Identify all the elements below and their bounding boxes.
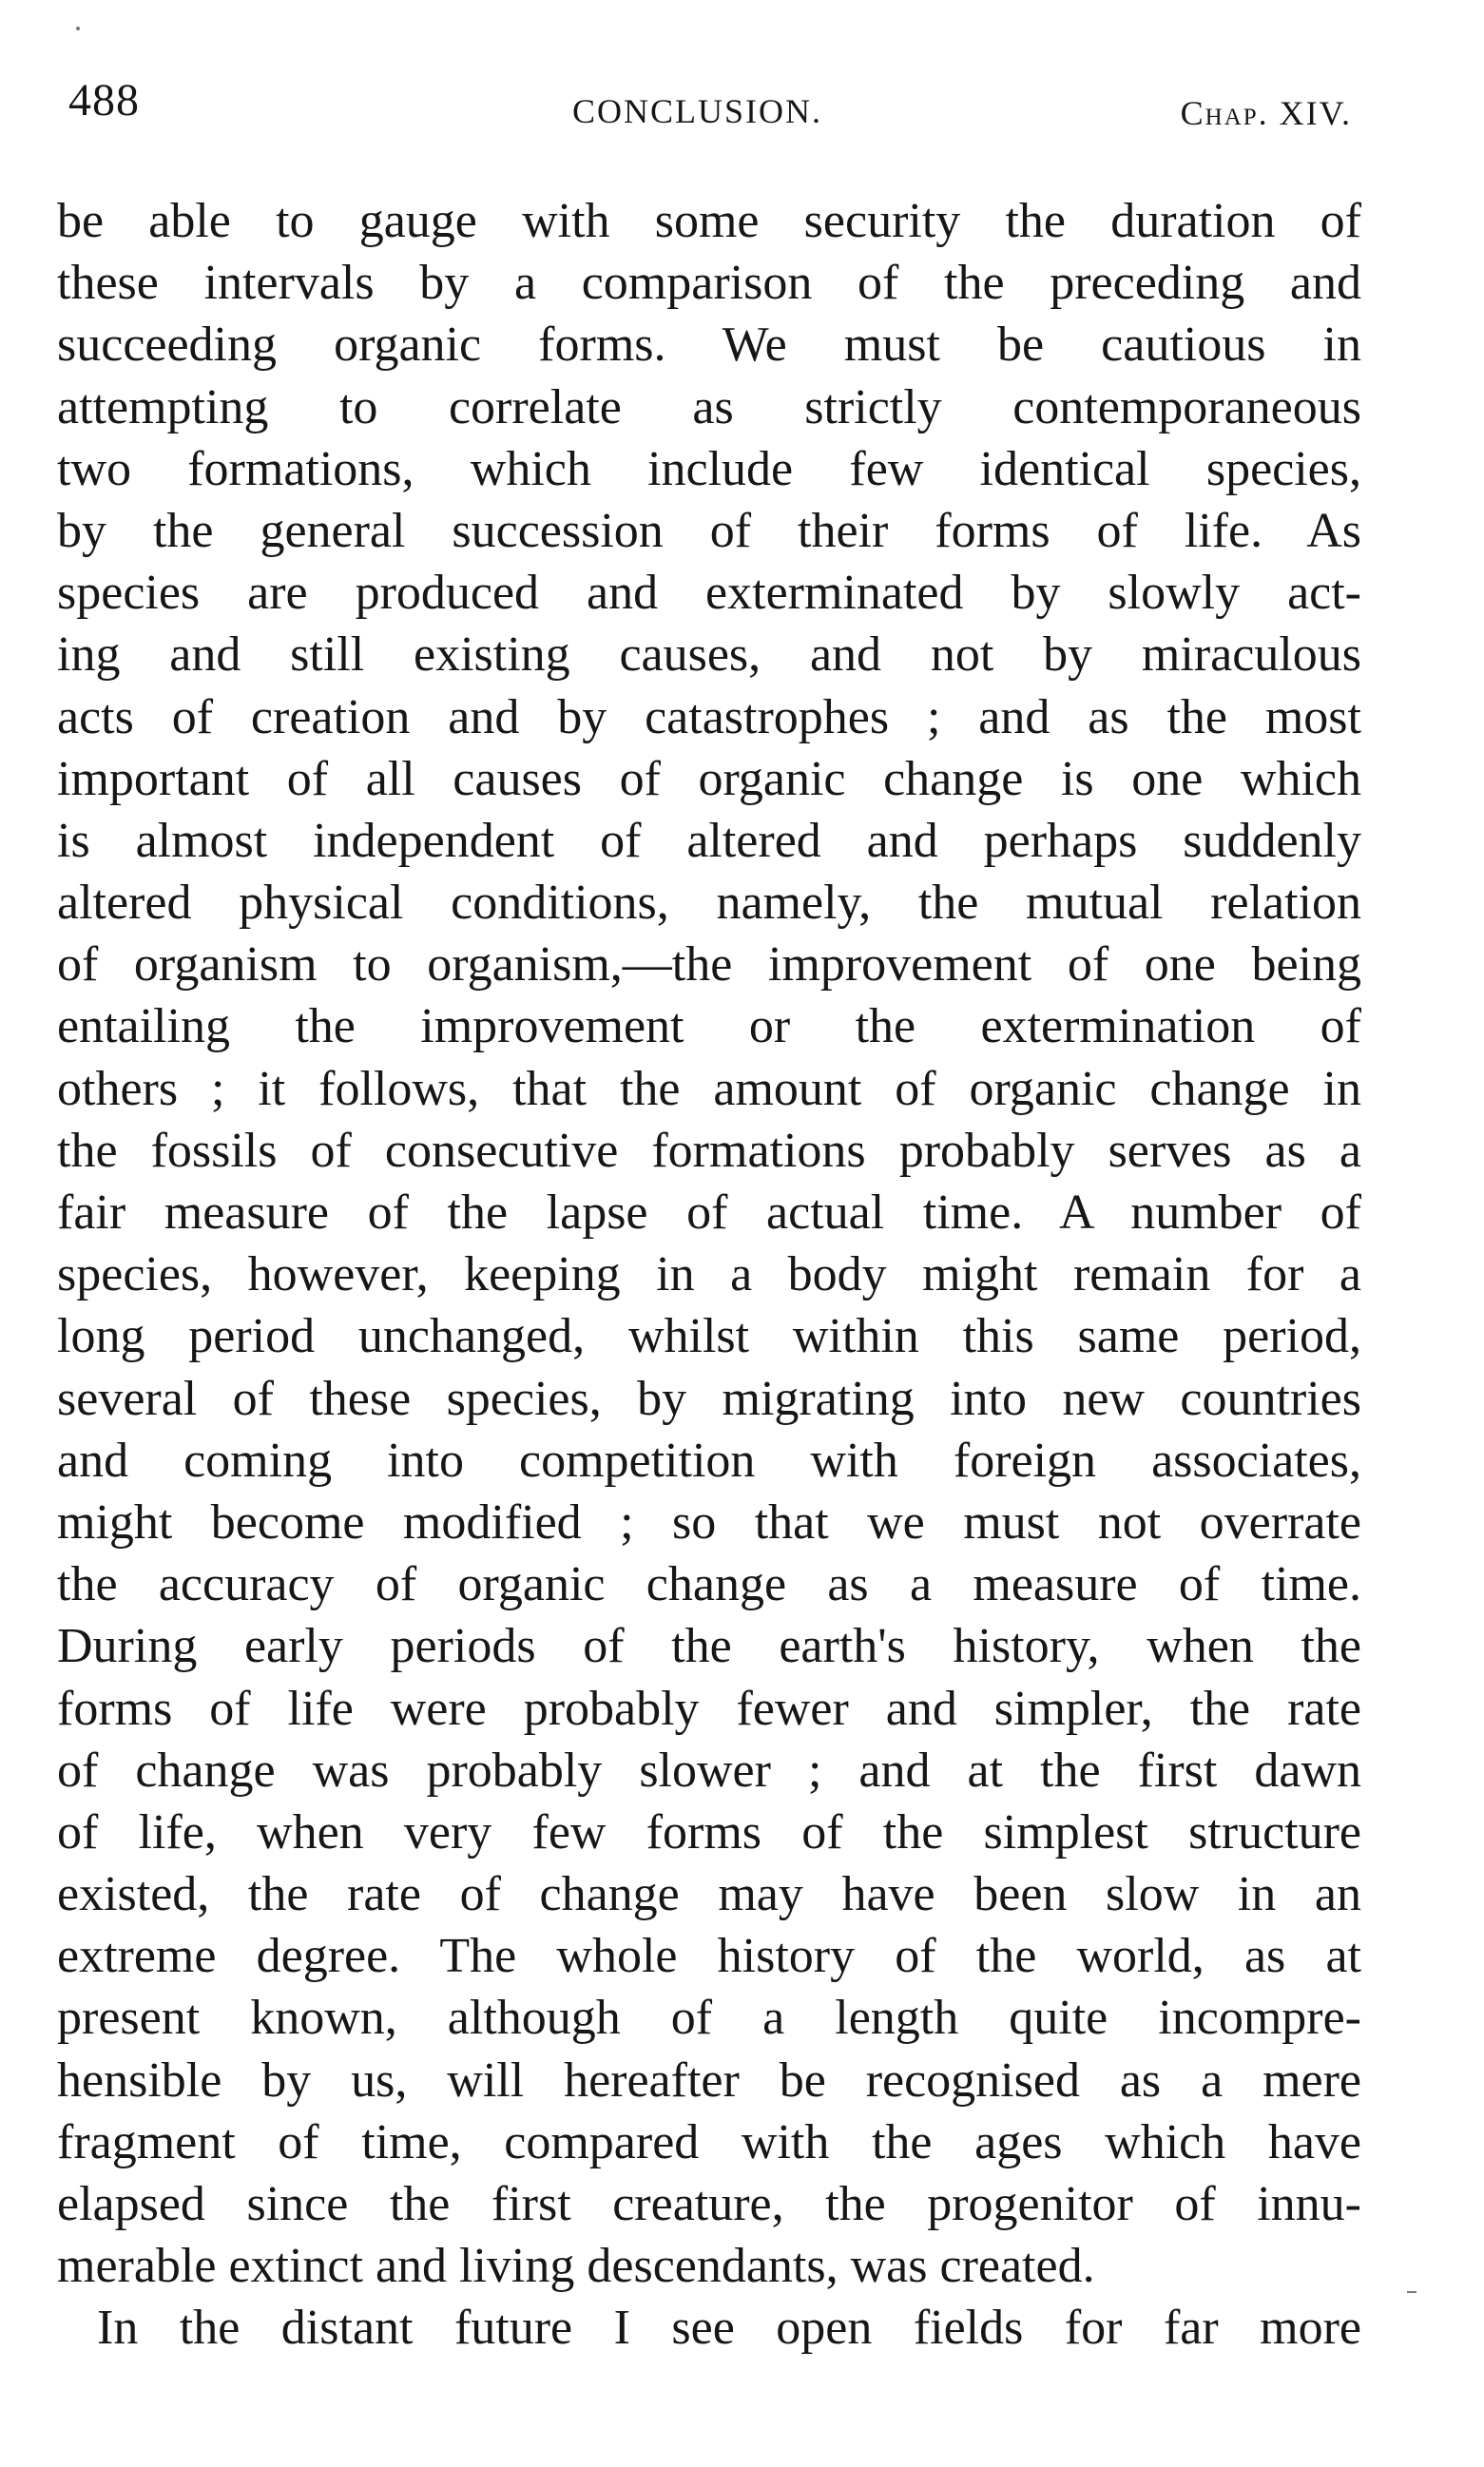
text-line: attempting to correlate as strictly contemporaneous [57,379,1361,434]
text-line: several of these species, by migrating into new countries [57,1371,1361,1426]
text-line: present known, although of a length quite incompre- [57,1991,1361,2046]
text-line: the accuracy of organic change as a measure of time. [57,1557,1361,1612]
paragraph-start-line: In the distant future I see open fields for far more [97,2301,1361,2356]
text-line: merable extinct and living descendants, was created. [57,2239,1095,2294]
text-line: altered physical conditions, namely, the mutual relation [57,876,1361,931]
text-line: entailing the improvement or the extermination of [57,999,1361,1054]
text-line: species are produced and exterminated by slowly act- [57,566,1361,621]
text-line: ing and still existing causes, and not by miraculous [57,627,1361,683]
text-line: the fossils of consecutive formations probably serves as a [57,1123,1361,1178]
scan-speck [76,27,80,30]
body-text [57,190,1361,2360]
text-line: fragment of time, compared with the ages which have [57,2114,1361,2169]
text-line: species, however, keeping in a body might remain for a [57,1247,1361,1302]
text-line: During early periods of the earth's history, when the [57,1619,1361,1674]
text-line: extreme degree. The whole history of the world, as at [57,1929,1361,1984]
text-line: two formations, which include few identical species, [57,441,1361,496]
text-line: long period unchanged, whilst within this same period, [57,1309,1361,1364]
text-line: these intervals by a comparison of the preceding and [57,256,1361,311]
text-line: might become modified ; so that we must not overrate [57,1494,1361,1550]
text-line: forms of life were probably fewer and simpler, the rate [57,1681,1361,1736]
text-line: and coming into competition with foreign associates, [57,1433,1361,1488]
text-line: others ; it follows, that the amount of organic change in [57,1061,1361,1116]
text-line: acts of creation and by catastrophes ; and as the most [57,689,1361,744]
text-line: by the general succession of their forms of life. As [57,503,1361,558]
text-line: be able to gauge with some security the duration of [57,194,1361,248]
scan-mark [1407,2291,1417,2293]
chapter-label: Chap. XIV. [1180,94,1352,132]
page-number: 488 [68,75,140,125]
text-line: of life, when very few forms of the simplest structure [57,1804,1361,1860]
text-line: of organism to organism,—the improvement of one being [57,937,1361,993]
text-line: elapsed since the first creature, the progenitor of innu- [57,2177,1361,2231]
text-line: succeeding organic forms. We must be cautious in [57,318,1361,373]
text-line: of change was probably slower ; and at the first dawn [57,1743,1361,1798]
text-line: important of all causes of organic change is one which [57,751,1361,806]
text-line: existed, the rate of change may have been slow in an [57,1867,1361,1922]
text-line: hensible by us, will hereafter be recognised as a mere [57,2053,1361,2108]
running-header [68,74,1352,141]
running-title: CONCLUSION. [572,92,823,130]
text-line: fair measure of the lapse of actual time. A number of [57,1185,1361,1240]
text-line: is almost independent of altered and perhaps suddenly [57,813,1361,868]
